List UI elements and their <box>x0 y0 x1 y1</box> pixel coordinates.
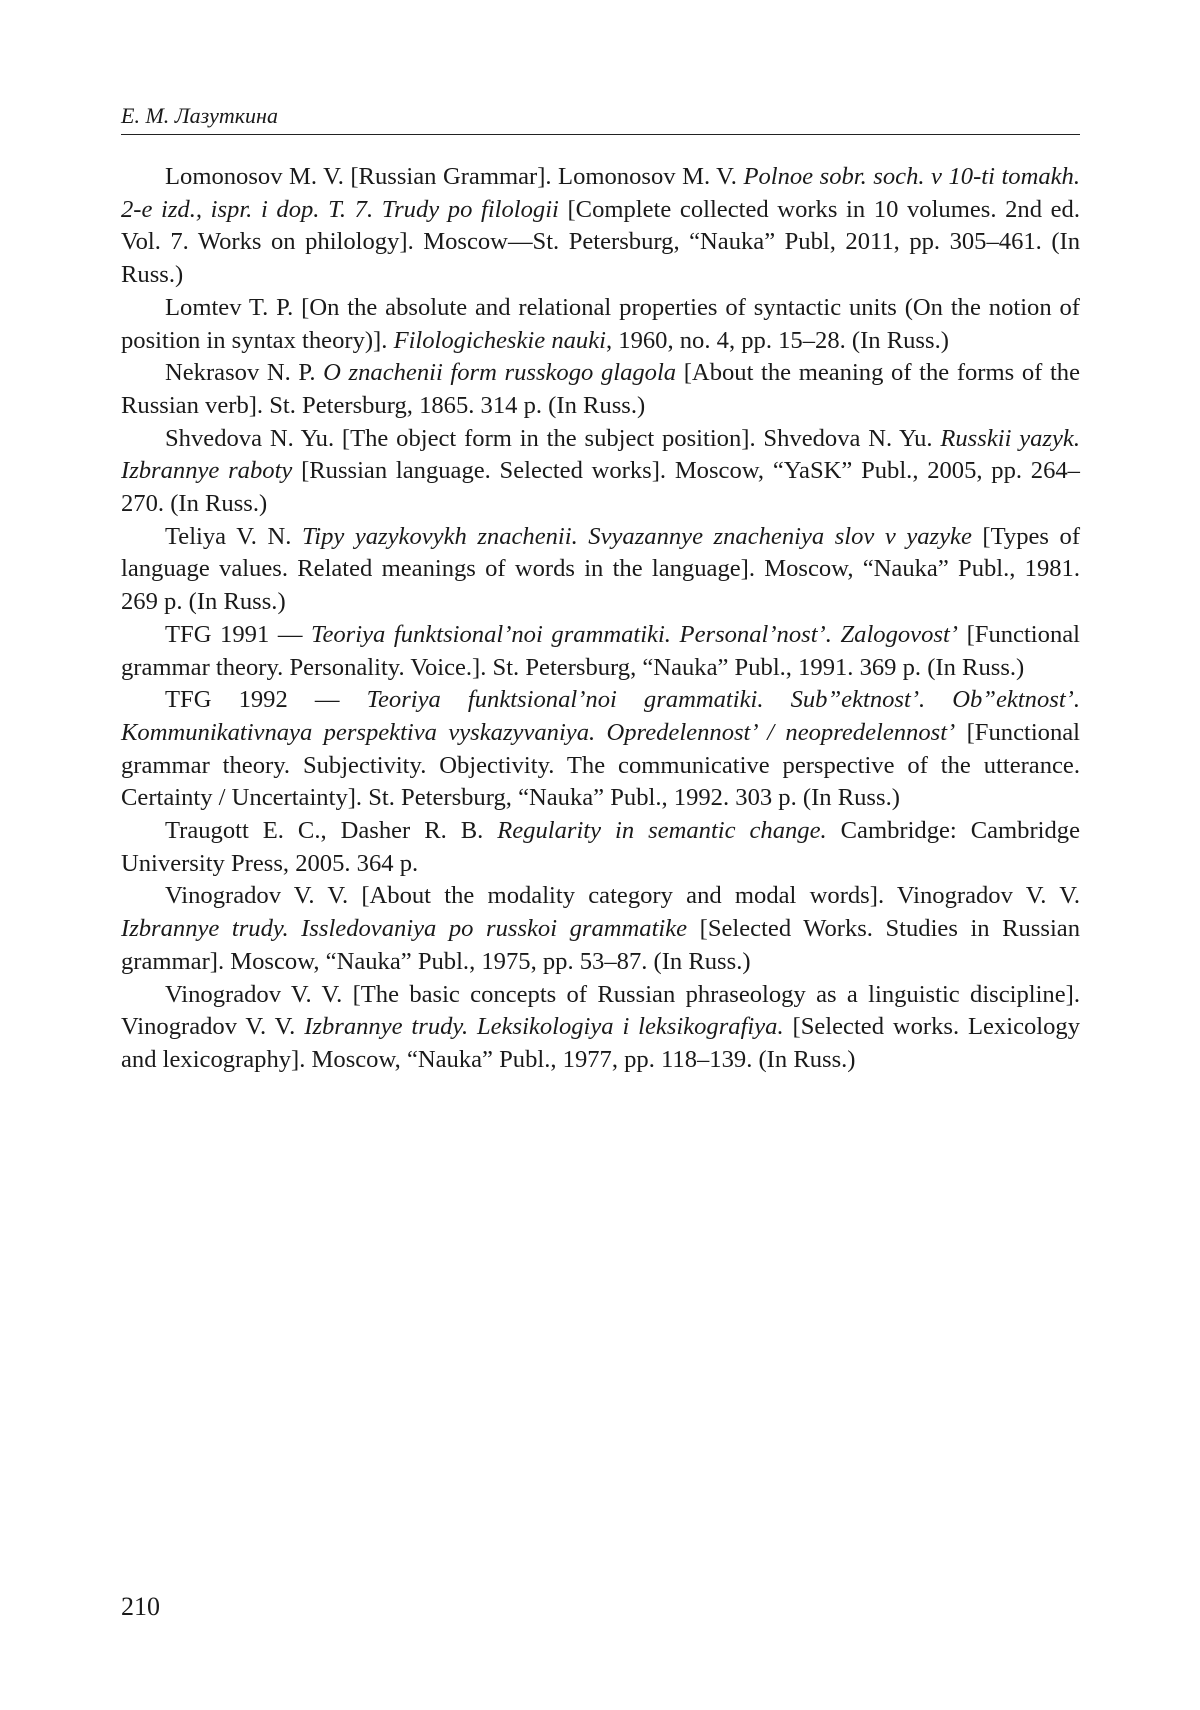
reference-tail: [Russian language. Selected works]. Moscow, “YaSK” Publ., 2005, pp. 264–270. (In Russ.) <box>121 457 1080 518</box>
reference-entry <box>121 521 1080 619</box>
reference-title: Polnoe sobr. soch. v 10-ti tomakh. 2-e izd., ispr. i dop. T. 7. Trudy po filologii <box>121 163 1080 223</box>
reference-entry <box>121 880 1080 978</box>
reference-tail: , 1960, no. 4, pp. 15–28. (In Russ.) <box>605 326 949 354</box>
reference-title: Filologicheskie nauki <box>393 326 606 354</box>
reference-list <box>121 161 1080 1077</box>
reference-tail: Cambridge: Cambridge University Press, 2005. 364 p. <box>121 817 1080 877</box>
reference-tail: [Functional grammar theory. Subjectivity. Objectivity. The communicative perspective of the utterance. Certainty / Uncertainty]. St. Petersburg, “Nauka” Publ., 1992. 303 p. (In Russ.) <box>121 718 1080 812</box>
reference-tail: [About the meaning of the forms of the Russian verb]. St. Petersburg, 1865. 314 p. (In Russ.) <box>121 359 1080 419</box>
reference-title: Tipy yazykovykh znachenii. Svyazannye znacheniya slov v yazyke <box>301 522 972 550</box>
reference-entry <box>121 815 1080 880</box>
reference-title: Russkii yazyk. Izbrannye raboty <box>121 424 1080 485</box>
reference-entry <box>121 684 1080 815</box>
reference-title: O znachenii form russkogo glagola <box>323 359 677 387</box>
reference-entry <box>121 357 1080 422</box>
reference-tail: [Functional grammar theory. Personality. Voice.]. St. Petersburg, “Nauka” Publ., 1991. 369 p. (In Russ.) <box>121 620 1080 681</box>
reference-lead: TFG 1991 — <box>165 620 312 648</box>
reference-entry <box>121 979 1080 1077</box>
header-rule <box>121 134 1080 135</box>
reference-entry <box>121 161 1080 292</box>
reference-lead: Teliya V. N. <box>165 522 302 550</box>
reference-tail: [Types of language values. Related meanings of words in the language]. Moscow, “Nauka” Publ., 1981. 269 p. (In Russ.) <box>121 522 1081 616</box>
reference-title: Teoriya funktsional’noi grammatiki. Personal’nost’. Zalogovost’ <box>311 620 958 648</box>
reference-tail: [Selected works. Lexicology and lexicography]. Moscow, “Nauka” Publ., 1977, pp. 118–139. (In Russ.) <box>121 1013 1081 1073</box>
reference-title: Izbrannye trudy. Issledovaniya po russkoi grammatike <box>121 915 688 943</box>
running-head: Е. М. Лазуткина <box>121 103 278 128</box>
reference-lead: Traugott E. C., Dasher R. B. <box>165 817 498 845</box>
reference-title: Izbrannye trudy. Leksikologiya i leksikografiya. <box>304 1013 784 1041</box>
reference-tail: [Selected Works. Studies in Russian grammar]. Moscow, “Nauka” Publ., 1975, pp. 53–87. (In Russ.) <box>121 915 1080 975</box>
page-number: 210 <box>121 1592 160 1621</box>
reference-lead: Vinogradov V. V. [The basic concepts of Russian phraseology as a linguistic discipline]. Vinogradov V. V. <box>121 980 1080 1041</box>
reference-lead: Lomtev T. P. [On the absolute and relational properties of syntactic units (On the notion of position in syntax theory)]. <box>121 293 1080 354</box>
reference-entry <box>121 423 1080 521</box>
reference-lead: Shvedova N. Yu. [The object form in the subject position]. Shvedova N. Yu. <box>165 424 941 452</box>
reference-lead: Lomonosov M. V. [Russian Grammar]. Lomonosov M. V. <box>165 163 744 190</box>
reference-entry <box>121 292 1080 357</box>
reference-lead: TFG 1992 — <box>165 686 367 714</box>
reference-title: Regularity in semantic change. <box>497 817 827 845</box>
reference-tail: [Complete collected works in 10 volumes. 2nd ed. Vol. 7. Works on philology]. Moscow—St. Petersburg, “Nauka” Publ, 2011, pp. 305–461. (In Russ.) <box>121 195 1080 289</box>
reference-lead: Nekrasov N. P. <box>165 359 324 387</box>
reference-entry <box>121 619 1080 684</box>
reference-lead: Vinogradov V. V. [About the modality category and modal words]. Vinogradov V. V. <box>165 882 1080 910</box>
reference-title: Teoriya funktsional’noi grammatiki. Sub”ektnost’. Ob”ektnost’. Kommunikativnaya perspektiva vyskazyvaniya. Opredelennost’ / neopredelennost’ <box>121 686 1080 746</box>
